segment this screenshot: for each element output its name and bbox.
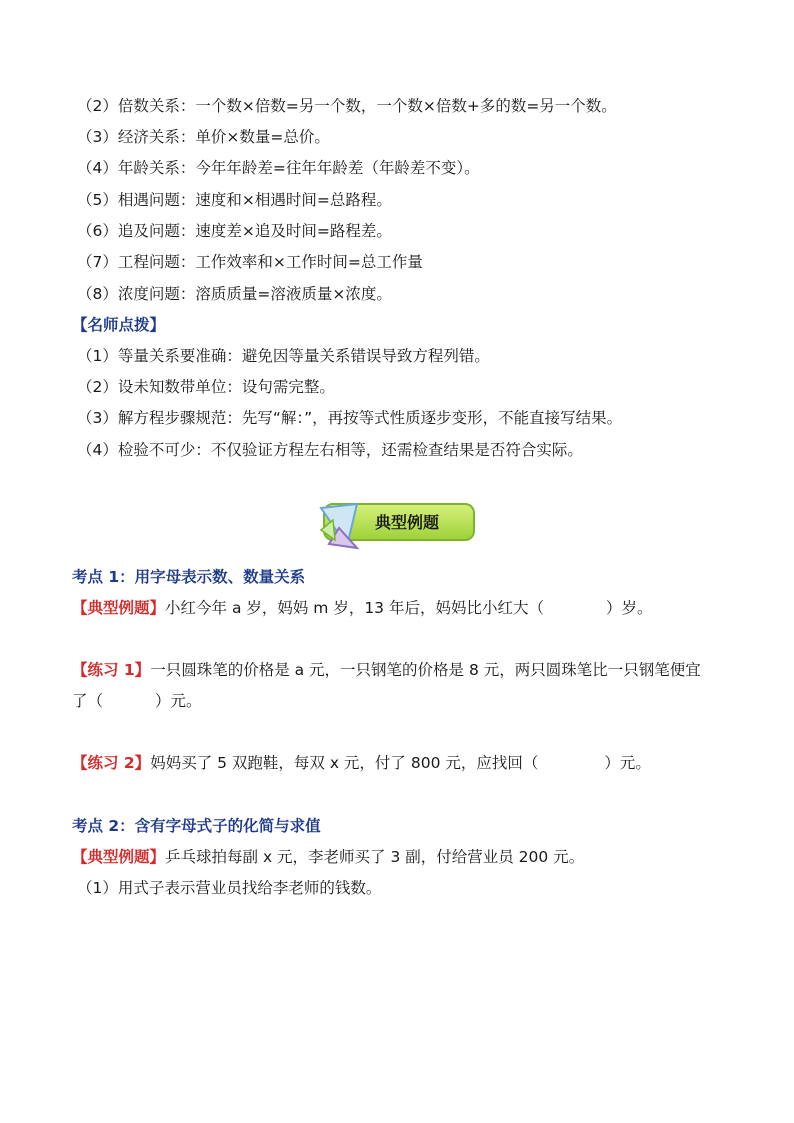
section1-example: [72, 597, 653, 619]
section2-question-1: （1）用式子表示营业员找给李老师的钱数。: [77, 879, 382, 897]
example-text: 小红今年 a 岁，妈妈 m 岁，13 年后，妈妈比小红大（: [165, 599, 544, 617]
relation-3: （3）经济关系：单价×数量=总价。: [77, 128, 330, 146]
example-end: ）岁。: [605, 599, 653, 617]
exercise-1-end: ）元。: [155, 692, 202, 710]
exercise-1-line2-text: 了（: [72, 692, 104, 710]
exercise-1-tag: 【练习 1】: [72, 661, 151, 679]
tip-4: （4）检验不可少：不仅验证方程左右相等，还需检查结果是否符合实际。: [77, 441, 583, 459]
relation-5: （5）相遇问题：速度和×相遇时间=总路程。: [77, 191, 392, 209]
relation-7: （7）工程问题：工作效率和×工作时间=总工作量: [77, 253, 423, 271]
exercise-2: [72, 752, 651, 774]
exercise-1-text: 一只圆珠笔的价格是 a 元，一只钢笔的价格是 8 元，两只圆珠笔比一只钢笔便宜: [150, 661, 701, 679]
banner-title: 典型例题: [374, 513, 439, 532]
exercise-2-tag: 【练习 2】: [72, 754, 151, 772]
section2-heading: 考点 2：含有字母式子的化简与求值: [72, 817, 321, 835]
relation-4: （4）年龄关系：今年年龄差=往年年龄差（年龄差不变）。: [77, 159, 480, 177]
exercise-2-end: ）元。: [604, 754, 651, 772]
tip-3: （3）解方程步骤规范：先写“解：”，再按等式性质逐步变形，不能直接写结果。: [77, 409, 623, 427]
tip-2: （2）设未知数带单位：设句需完整。: [77, 378, 335, 396]
relation-2: （2）倍数关系：一个数×倍数=另一个数，一个数×倍数+多的数=另一个数。: [77, 97, 617, 115]
example-text: 乒乓球拍每副 x 元，李老师买了 3 副，付给营业员 200 元。: [165, 848, 585, 866]
exercise-1: [72, 659, 701, 681]
example-tag: 【典型例题】: [72, 599, 166, 617]
section2-example: [72, 846, 584, 868]
relation-8: （8）浓度问题：溶质质量=溶液质量×浓度。: [77, 285, 392, 303]
typical-examples-banner: [317, 500, 479, 550]
relation-6: （6）追及问题：速度差×追及时间=路程差。: [77, 222, 392, 240]
tips-heading: 【名师点拨】: [72, 316, 166, 334]
tip-1: （1）等量关系要准确：避免因等量关系错误导致方程列错。: [77, 347, 490, 365]
exercise-2-text: 妈妈买了 5 双跑鞋，每双 x 元，付了 800 元，应找回（: [150, 754, 539, 772]
example-tag: 【典型例题】: [72, 848, 166, 866]
section1-heading: 考点 1：用字母表示数、数量关系: [72, 568, 306, 586]
exercise-1-line2: [72, 690, 202, 712]
